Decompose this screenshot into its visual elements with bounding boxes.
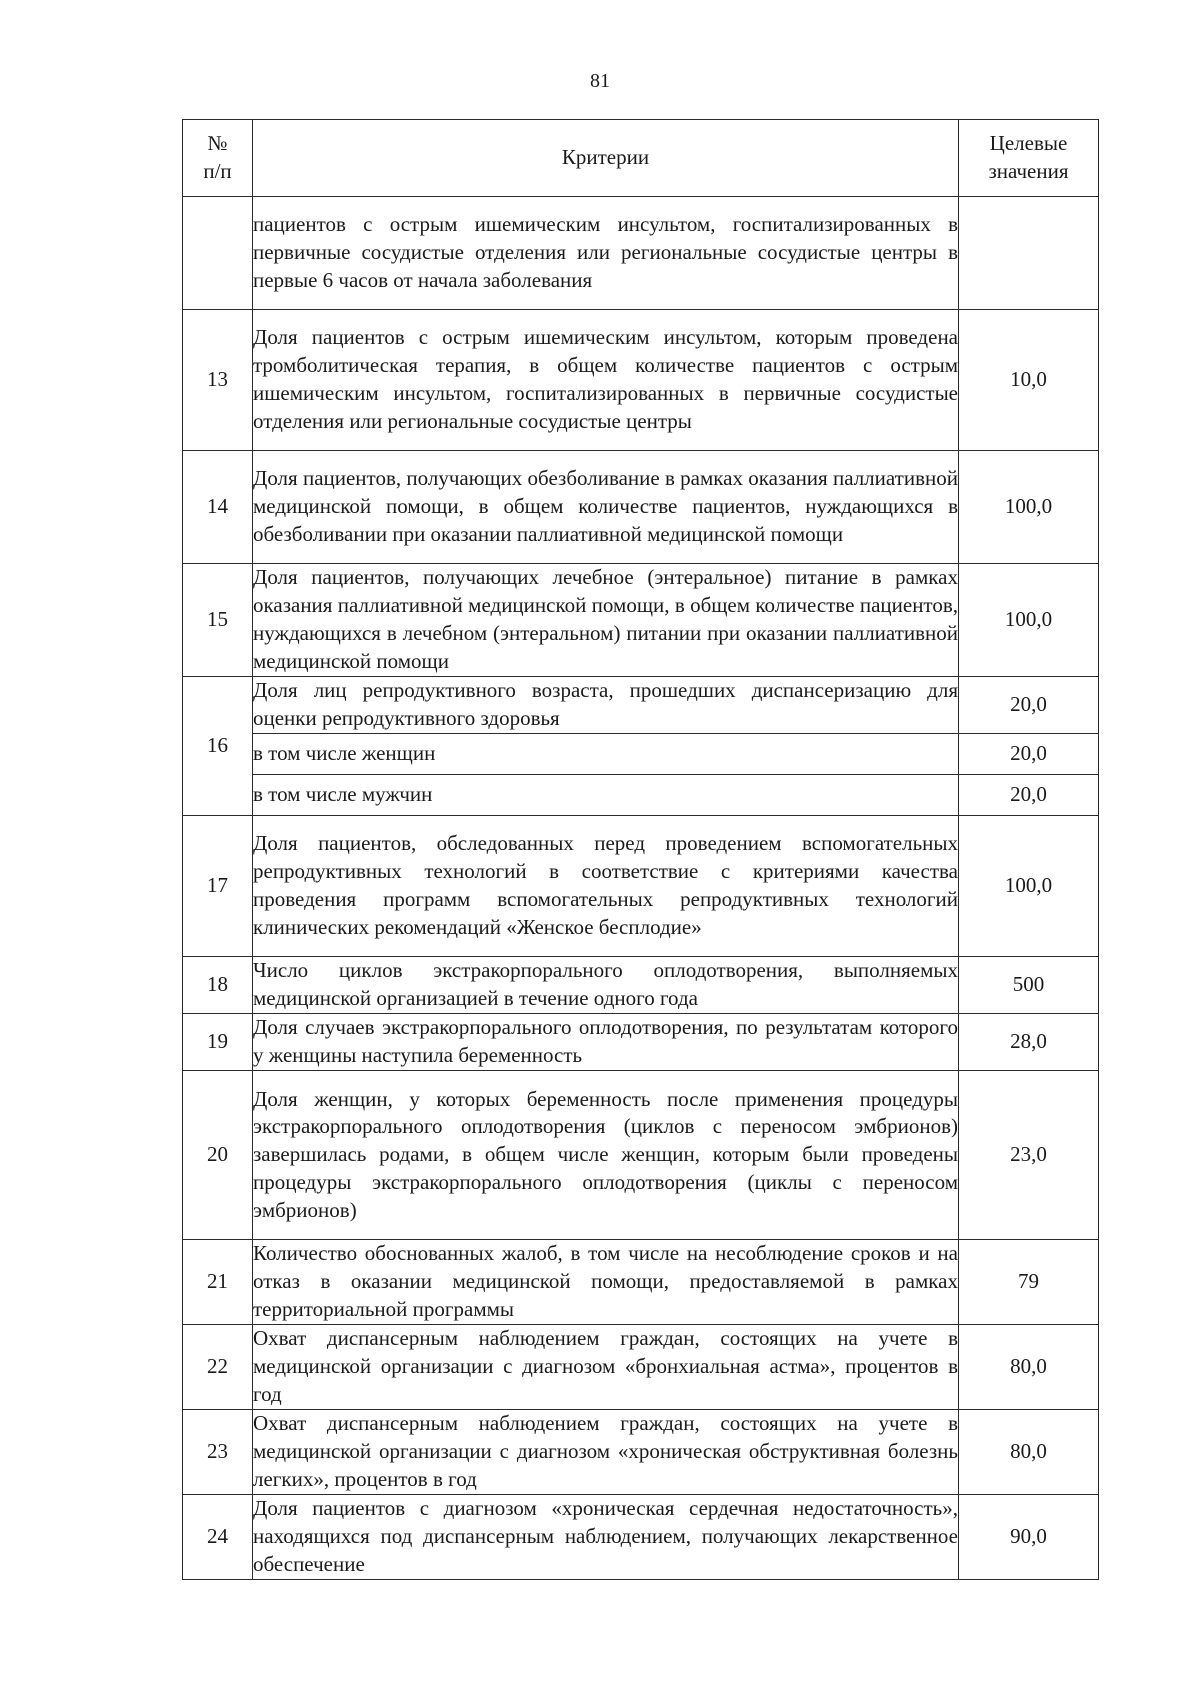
- row-criteria: Охват диспансерным наблюдением граждан, состоящих на учете в медицинской организации с диагнозом «бронхиальная астма», процентов в год: [253, 1325, 959, 1410]
- row-target: 80,0: [959, 1325, 1099, 1410]
- row-number: 14: [183, 451, 253, 564]
- row-number: [183, 197, 253, 310]
- row-criteria: Охват диспансерным наблюдением граждан, состоящих на учете в медицинской организации с диагнозом «хроническая обструктивная болезнь легких», процентов в год: [253, 1410, 959, 1495]
- row-target: 100,0: [959, 564, 1099, 677]
- row-target: 100,0: [959, 816, 1099, 957]
- row-number: 22: [183, 1325, 253, 1410]
- table-row: [183, 1014, 1099, 1071]
- row-number: 24: [183, 1495, 253, 1580]
- row-criteria: Доля случаев экстракорпорального оплодотворения, по результатам которого у женщины наступила беременность: [253, 1014, 959, 1071]
- row-target: 23,0: [959, 1071, 1099, 1240]
- subrow-criteria-men: в том числе мужчин: [253, 775, 959, 816]
- row-target: 28,0: [959, 1014, 1099, 1071]
- row-number: 15: [183, 564, 253, 677]
- row-target: 100,0: [959, 451, 1099, 564]
- row-criteria: Доля пациентов, получающих лечебное (энтеральное) питание в рамках оказания паллиативной медицинской помощи, в общем количестве пациентов, нуждающихся в лечебном (энтеральном) питании при оказании паллиативной медицинской помощи: [253, 564, 959, 677]
- table-row: [183, 1495, 1099, 1580]
- row-target: 20,0: [959, 677, 1099, 734]
- header-target: Целевые значения: [959, 120, 1099, 197]
- subrow-criteria-women: в том числе женщин: [253, 734, 959, 775]
- row-target: [959, 197, 1099, 310]
- table-row: [183, 677, 1099, 734]
- subrow-target-men: 20,0: [959, 775, 1099, 816]
- row-criteria: Число циклов экстракорпорального оплодотворения, выполняемых медицинской организацией в течение одного года: [253, 957, 959, 1014]
- row-target: 500: [959, 957, 1099, 1014]
- row-number: 20: [183, 1071, 253, 1240]
- page-number: 81: [590, 70, 610, 92]
- row-target: 90,0: [959, 1495, 1099, 1580]
- table-row: [183, 310, 1099, 451]
- table-row: [183, 197, 1099, 310]
- row-criteria: Доля женщин, у которых беременность после применения процедуры экстракорпорального оплодотворения (циклов с переносом эмбрионов) завершилась родами, в общем числе женщин, которым были проведены процедуры экстракорпорального оплодотворения (циклы с переносом эмбрионов): [253, 1071, 959, 1240]
- row-number: 19: [183, 1014, 253, 1071]
- row-number: 16: [183, 677, 253, 816]
- table-row: [183, 1325, 1099, 1410]
- table-row: [183, 957, 1099, 1014]
- row-target: 79: [959, 1240, 1099, 1325]
- row-target: 10,0: [959, 310, 1099, 451]
- table-row: [183, 1071, 1099, 1240]
- criteria-table: [182, 119, 1099, 1580]
- row-criteria: Доля лиц репродуктивного возраста, прошедших диспансеризацию для оценки репродуктивного здоровья: [253, 677, 959, 734]
- table-header-row: [183, 120, 1099, 197]
- row-number: 23: [183, 1410, 253, 1495]
- row-criteria: Доля пациентов с острым ишемическим инсультом, которым проведена тромболитическая терапия, в общем количестве пациентов с острым ишемическим инсультом, госпитализированных в первичные сосудистые отделения или региональные сосудистые центры: [253, 310, 959, 451]
- table-row: [183, 1240, 1099, 1325]
- table-subrow: [183, 734, 1099, 775]
- row-criteria: пациентов с острым ишемическим инсультом, госпитализированных в первичные сосудистые отделения или региональные сосудистые центры в первые 6 часов от начала заболевания: [253, 197, 959, 310]
- row-target: 80,0: [959, 1410, 1099, 1495]
- row-criteria: Доля пациентов с диагнозом «хроническая сердечная недостаточность», находящихся под диспансерным наблюдением, получающих лекарственное обеспечение: [253, 1495, 959, 1580]
- row-number: 18: [183, 957, 253, 1014]
- row-criteria: Доля пациентов, обследованных перед проведением вспомогательных репродуктивных технологий в соответствие с критериями качества проведения программ вспомогательных репродуктивных технологий клинических рекомендаций «Женское бесплодие»: [253, 816, 959, 957]
- table-subrow: [183, 775, 1099, 816]
- header-criteria: Критерии: [253, 120, 959, 197]
- table-row: [183, 816, 1099, 957]
- row-number: 17: [183, 816, 253, 957]
- table-row: [183, 564, 1099, 677]
- row-number: 21: [183, 1240, 253, 1325]
- table-row: [183, 1410, 1099, 1495]
- row-number: 13: [183, 310, 253, 451]
- subrow-target-women: 20,0: [959, 734, 1099, 775]
- row-criteria: Доля пациентов, получающих обезболивание в рамках оказания паллиативной медицинской помощи, в общем количестве пациентов, нуждающихся в обезболивании при оказании паллиативной медицинской помощи: [253, 451, 959, 564]
- header-number: № п/п: [183, 120, 253, 197]
- table-row: [183, 451, 1099, 564]
- row-criteria: Количество обоснованных жалоб, в том числе на несоблюдение сроков и на отказ в оказании медицинской помощи, предоставляемой в рамках территориальной программы: [253, 1240, 959, 1325]
